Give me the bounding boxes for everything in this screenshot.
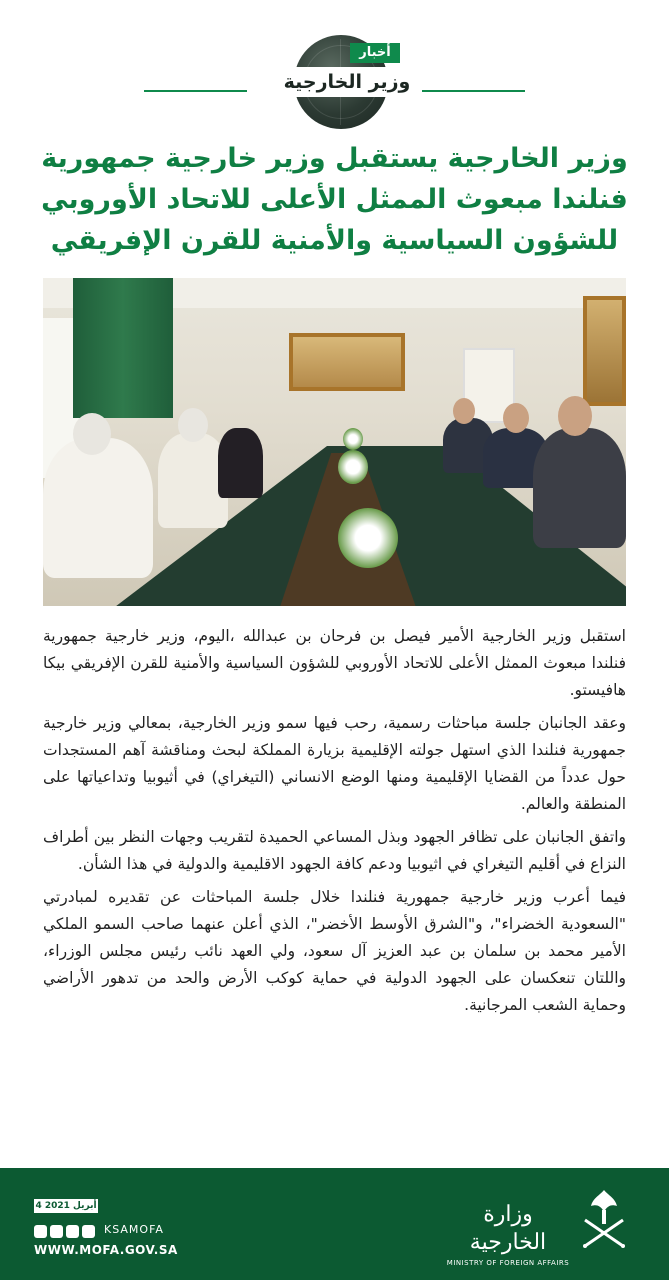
news-title: وزير الخارجية يستقبل وزير خارجية جمهورية فنلندا مبعوث الممثل الأعلى للاتحاد الأوروبي للشؤون السياسية والأمنية للقرن الإفريقي [41,143,628,256]
meeting-photo [43,278,626,606]
social-handle: KSAMOFA [104,1223,164,1236]
article-paragraph: واتفق الجانبان على تظافر الجهود وبذل المساعي الحميدة لتقريب وجهات النظر بين أطراف النزاع في أقليم التيغراي في اثيوبيا ودعم كافة الجهود الاقليمية والدولية في هذا الشأن. [43,828,626,873]
article-paragraph: وعقد الجانبان جلسة مباحثات رسمية، رحب فيها سمو وزير الخارجية، بمعالي وزير خارجية جمهورية فنلندا الذي استهل جولته الإقليمية بزيارة المملكة لبحث ومناقشة آهم المستجدات حول عدداً من القضايا الإقليمية ومنها الوضع الانساني (التيغراي) في أثيوبيا وتداعياتها على المنطقة والعالم. [43,714,626,813]
date-badge: 4 أبريل 2021 [35,1201,97,1211]
header-divider-right [420,90,525,92]
saudi-emblem-icon [579,1188,629,1250]
facebook-icon[interactable] [50,1225,63,1238]
article-paragraph: استقبل وزير الخارجية الأمير فيصل بن فرحان بن عبدالله ،اليوم، وزير خارجية جمهورية فنلندا مبعوث الممثل الأعلى للاتحاد الأوروبي للشؤون السياسية والأمنية للقرن الإفريقي بيكا هافيستو. [43,627,626,699]
youtube-icon[interactable] [34,1225,47,1238]
twitter-icon[interactable] [82,1225,95,1238]
article-body [43,623,626,1025]
ministry-logo-en: MINISTRY OF FOREIGN AFFAIRS [446,1259,570,1267]
social-icons [34,1225,95,1238]
ministry-logo [446,1201,570,1267]
article-paragraph: فيما أعرب وزير خارجية جمهورية فنلندا خلال جلسة المباحثات عن تقديره لمبادرتي "السعودية الخضراء"، و"الشرق الأوسط الأخضر"، الذي أعلن عنهما صاحب السمو الملكي الأمير محمد بن سلمان بن عبد العزيز آل سعود، ولي العهد نائب رئيس مجلس الوزراء، واللتان تنعكسان على الجهود الدولية في حماية كوكب الأرض والحد من تدهور الأراضي وحماية الشعب المرجانية. [43,888,626,1014]
header-divider-left [144,90,247,92]
header [0,0,669,135]
news-badge: أخبار [350,43,400,63]
instagram-icon[interactable] [66,1225,79,1238]
minister-badge: وزير الخارجية [272,67,422,97]
ministry-logo-ar: وزارة الخارجية [469,1202,547,1255]
website-link[interactable]: WWW.MOFA.GOV.SA [34,1243,178,1257]
wall-painting [289,333,405,391]
